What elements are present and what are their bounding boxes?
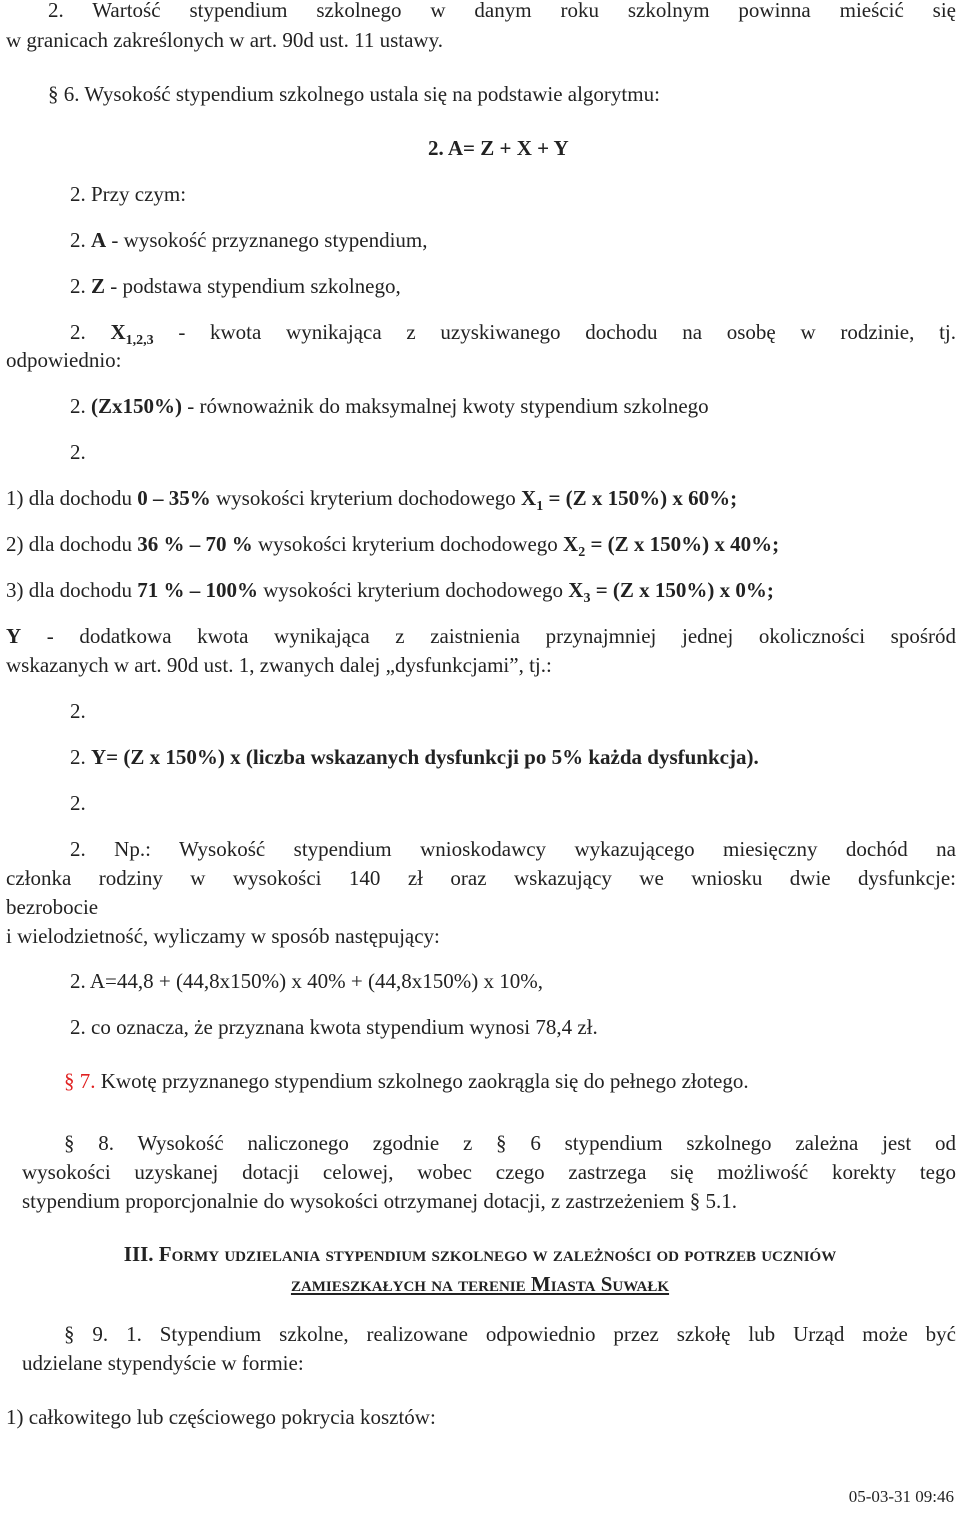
income-range-3: 3) dla dochodu 71 % – 100% wysokości kryterium dochodowego $X_3 = (Z$ x 150%) x 0%; [6,578,774,606]
blank-item-1: 2. [70,440,86,464]
definition-x: 2. $X_{1,2,3}$ - kwota wynikająca z uzyskiwanego dochodu na osobę w rodzinie, tj. [70,320,956,348]
definition-a: 2. A - wysokość przyznanego stypendium, [70,228,428,252]
income-range-1: 1) dla dochodu 0 – 35% wysokości kryterium dochodowego $X_1 = (Z$ x 150%) x 60%; [6,486,738,514]
example-line3: bezrobocie [6,895,99,919]
blank-item-2: 2. [70,699,86,723]
definition-y: Y - dodatkowa kwota wynikająca z zaistnienia przynajmniej jednej okoliczności spośród [6,624,956,648]
definition-x-cont: odpowiednio: [6,348,122,372]
section-7: § 7. Kwotę przyznanego stypendium szkolnego zaokrągla się do pełnego złotego. [64,1069,749,1093]
income-range-2: 2) dla dochodu 36 % – 70 % wysokości kryterium dochodowego $X_2 = (Z$ x 150%) x 40%; [6,532,780,560]
section-9-line2: udzielane stypendyście w formie: [22,1351,304,1375]
section-8-line3: stypendium proporcjonalnie do wysokości otrzymanej dotacji, z zastrzeżeniem § 5.1. [22,1189,737,1213]
blank-item-3: 2. [70,791,86,815]
definition-zx150: 2. (Zx150%) - równoważnik do maksymalnej kwoty stypendium szkolnego [70,394,709,418]
przy-czym-label: 2. Przy czym: [70,182,187,206]
paragraph-2-line2: w granicach zakreślonych w art. 90d ust. 11 ustawy. [6,28,443,52]
section-8-line2: wysokości uzyskanej dotacji celowej, wobec czego zastrzega się możliwość korekty tego [22,1160,956,1184]
definition-z: 2. Z - podstawa stypendium szkolnego, [70,274,401,298]
example-line2: członka rodziny w wysokości 140 zł oraz wskazujący we wniosku dwie dysfunkcje: [6,866,956,890]
section-6-heading: § 6. Wysokość stypendium szkolnego ustala się na podstawie algorytmu: [48,82,660,106]
chapter-3-title-line1: III. Formy udzielania stypendium szkolnego w zależności od potrzeb uczniów [123,1242,837,1266]
section-9-item1: 1) całkowitego lub częściowego pokrycia kosztów: [6,1405,436,1429]
y-formula: 2. Y= (Z x 150%) x (liczba wskazanych dysfunkcji po 5% każda dysfunkcja). [70,745,759,769]
section-8-line1: § 8. Wysokość naliczonego zgodnie z § 6 stypendium szkolnego zależna jest od [64,1131,957,1155]
algorithm-formula: 2. A= Z + X + Y [428,136,569,160]
paragraph-2-line1: 2. Wartość stypendium szkolnego w danym roku szkolnym powinna mieścić się [48,0,956,22]
example-line4: i wielodzietność, wyliczamy w sposób następujący: [6,924,440,948]
example-line1: 2. Np.: Wysokość stypendium wnioskodawcy wykazującego miesięczny dochód na [70,837,956,861]
chapter-3-title-line2: zamieszkałych na terenie Miasta Suwałk [290,1272,670,1296]
example-calculation: 2. A=44,8 + (44,8x150%) x 40% + (44,8x150%) x 10%, [70,969,543,993]
footer-timestamp: 05-03-31 09:46 [848,1487,954,1506]
example-result: 2. co oznacza, że przyznana kwota stypendium wynosi 78,4 zł. [70,1015,598,1039]
definition-y-cont: wskazanych w art. 90d ust. 1, zwanych dalej „dysfunkcjami”, tj.: [6,653,552,677]
section-9-line1: § 9. 1. Stypendium szkolne, realizowane odpowiednio przez szkołę lub Urząd może być [64,1322,957,1346]
